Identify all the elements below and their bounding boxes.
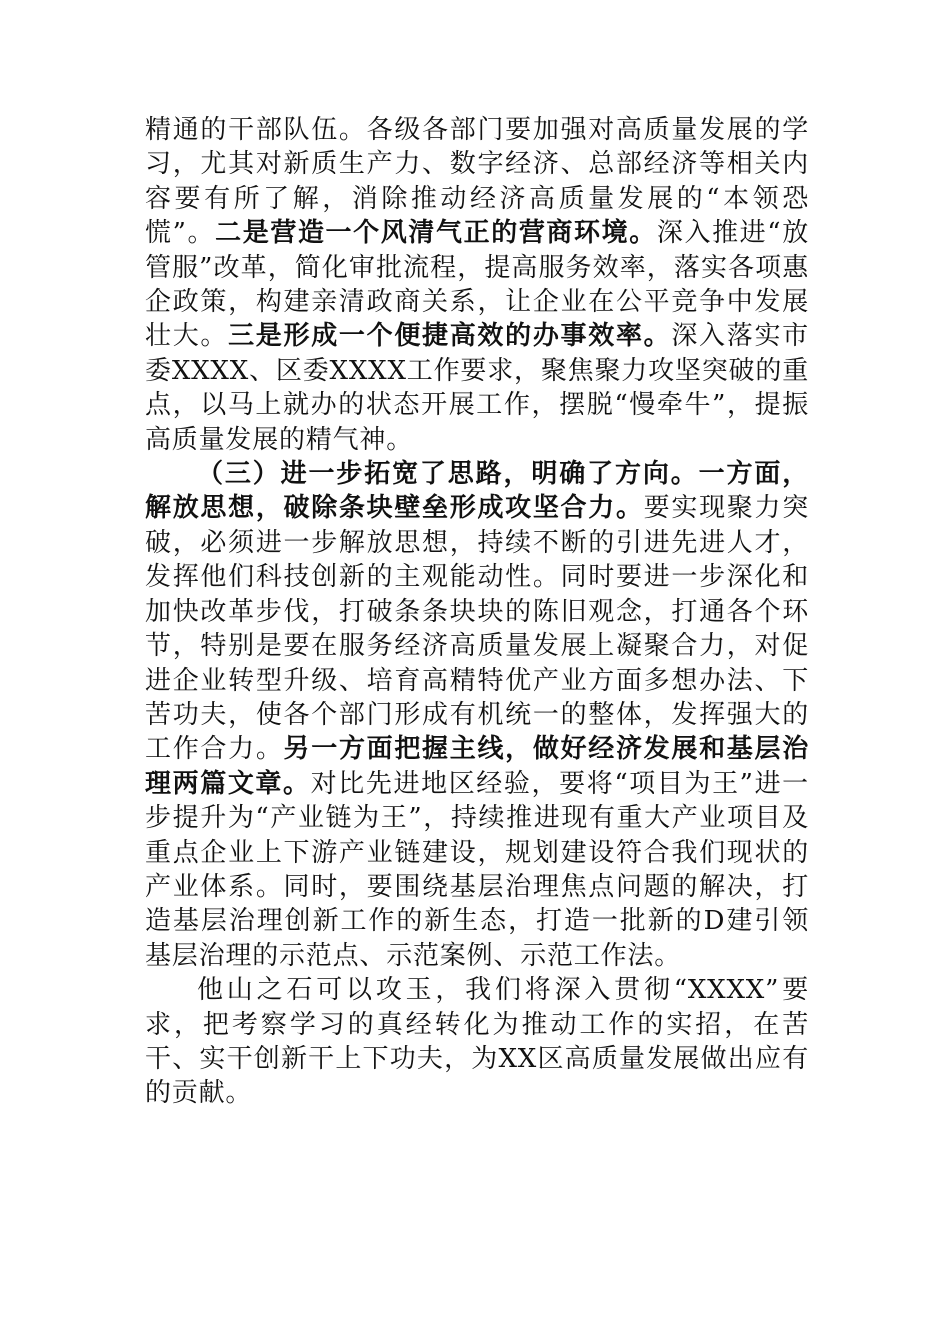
text-run: 对比先进地区经验，要将“项目为王”进一步提升为“产业链为王”，持续推进现有重大产业项目及重点企业上下游产业链建设，规划建设符合我们现状的产业体系。同时，要围绕基层治理焦点问题的解决，打造基层治理创新工作的新生态，打造一批新的D建引领基层治理的示范点、示范案例、示范工作法。 bbox=[145, 768, 809, 971]
text-run: 他山之石可以攻玉，我们将深入贯彻“XXXX”要求，把考察学习的真经转化为推动工作的实招，在苦干、实干创新干上下功夫，为XX区高质量发展做出应有的贡献。 bbox=[145, 975, 809, 1109]
text-run: 要实现聚力突破，必须进一步解放思想，持续不断的引进先进人才，发挥他们科技创新的主观能动性。同时要进一步深化和加快改革步伐，打破条条块块的陈旧观念，打通各个环节，特别是要在服务经济高质量发展上凝聚合力，对促进企业转型升级、培育高精特优产业方面多想办法、下苦功夫，使各个部门形成有机统一的整体，发挥强大的工作合力。 bbox=[145, 493, 809, 765]
section-heading-run: （三）进一步拓宽了思路，明确了方向。一方面，解放思想，破除条块壁垒形成攻坚合力。 bbox=[145, 459, 809, 524]
paragraph-3 bbox=[145, 973, 809, 1111]
bold-heading-run: 另一方面把握主线，做好经济发展和基层治理两篇文章。 bbox=[145, 734, 809, 799]
document-body bbox=[145, 113, 809, 1111]
paragraph-1 bbox=[145, 113, 809, 457]
text-run: 精通的干部队伍。各级各部门要加强对高质量发展的学习，尤其对新质生产力、数字经济、总部经济等相关内容要有所了解，消除推动经济高质量发展的“本领恐慌”。 bbox=[145, 115, 809, 249]
paragraph-2 bbox=[145, 457, 809, 973]
bold-heading-run: 二是营造一个风清气正的营商环境。 bbox=[215, 218, 657, 249]
bold-heading-run: 三是形成一个便捷高效的办事效率。 bbox=[228, 321, 672, 352]
text-run: 深入推进“放管服”改革，简化审批流程，提高服务效率，落实各项惠企政策，构建亲清政商关系，让企业在公平竞争中发展壮大。 bbox=[145, 218, 809, 352]
text-run: 深入落实市委XXXX、区委XXXX工作要求，聚焦聚力攻坚突破的重点，以马上就办的状态开展工作，摆脱“慢牵牛”，提振高质量发展的精气神。 bbox=[145, 321, 809, 455]
